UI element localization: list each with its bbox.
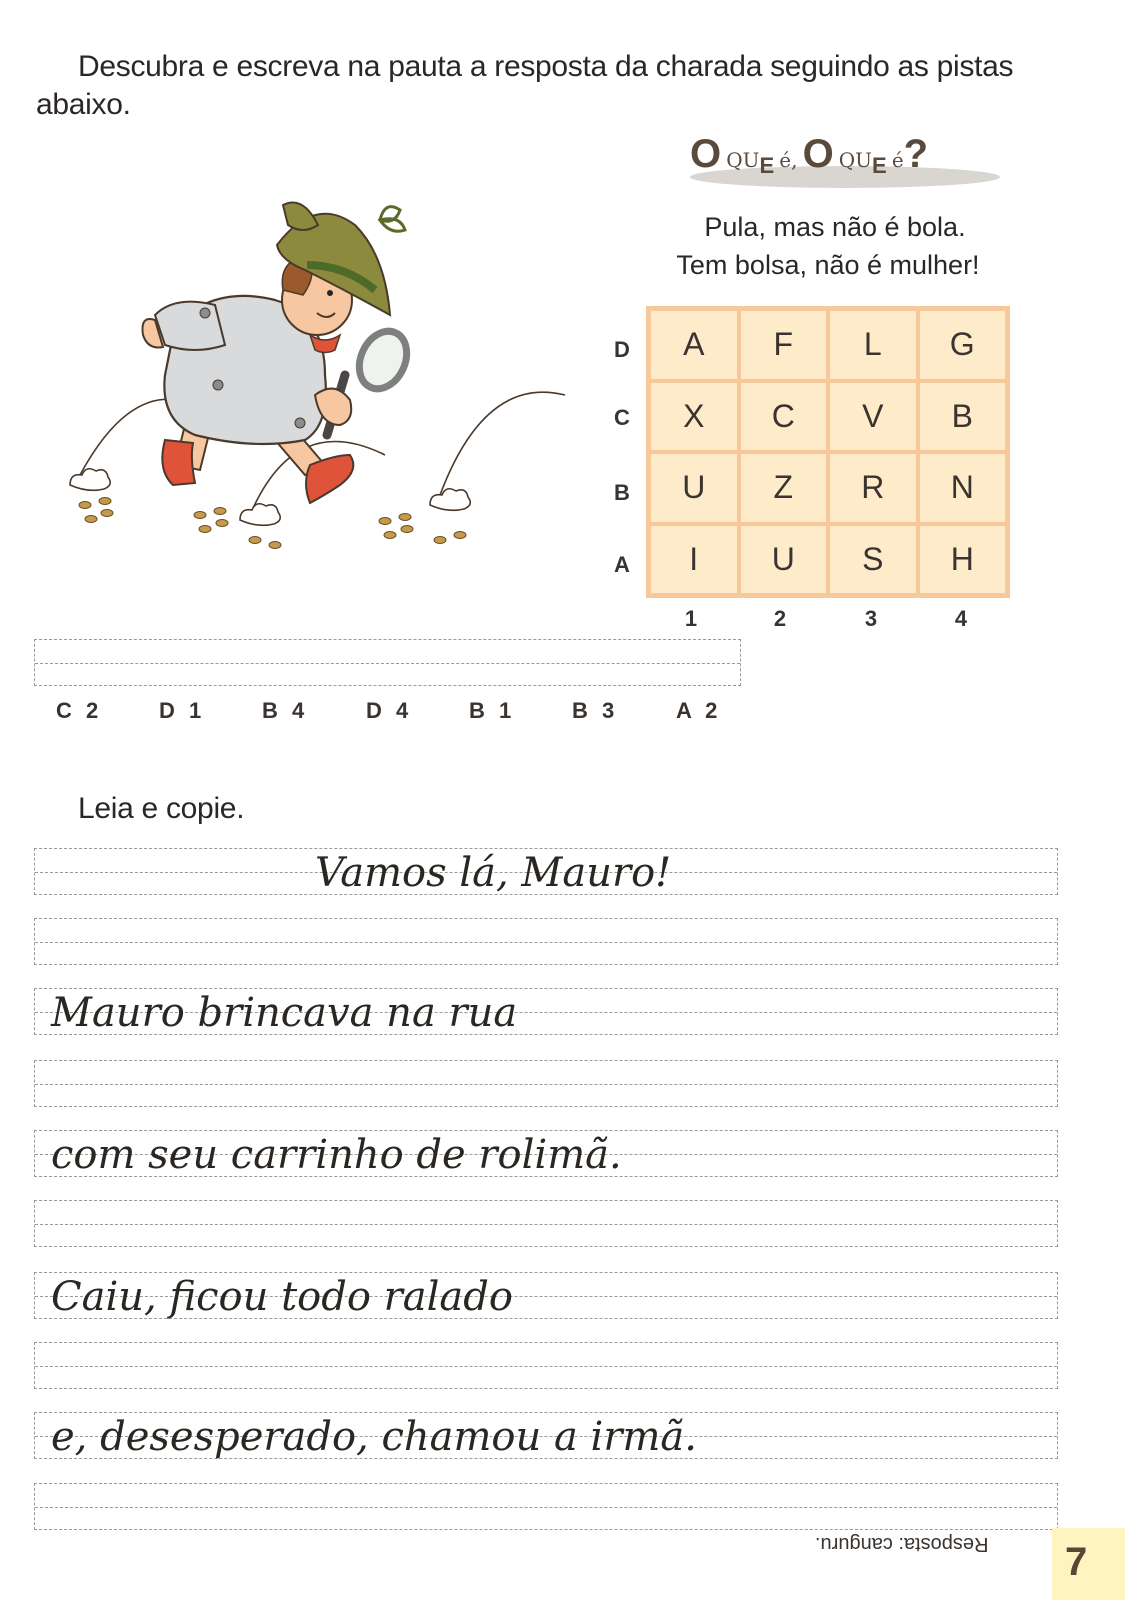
copy-model-row-2: [34, 988, 1058, 1035]
cursive-model-line: Mauro brincava na rua: [51, 990, 518, 1036]
row-label-d: D: [614, 337, 630, 362]
grid-cell-b1: U: [649, 452, 739, 524]
title-qu: QU: [838, 148, 873, 172]
row-label-a: A: [614, 552, 630, 577]
grid-cell-b2: Z: [739, 452, 829, 524]
letter-grid: [646, 306, 1010, 598]
answer-code-1: C 2: [56, 698, 103, 723]
grid-cell-d4: G: [918, 309, 1008, 381]
grid-cell-a4: H: [918, 524, 1008, 596]
title-qu: QU: [726, 148, 760, 172]
copy-writing-row-5[interactable]: [34, 1483, 1058, 1530]
copy-model-row-3: [34, 1130, 1058, 1177]
title-o: O: [690, 132, 722, 176]
grid-cell-d2: F: [739, 309, 829, 381]
col-label-2: 2: [773, 606, 787, 631]
col-label-3: 3: [864, 606, 878, 631]
cursive-model-line: Vamos lá, Mauro!: [315, 850, 672, 896]
answer-code-3: B 4: [262, 698, 309, 723]
title-e-acute: é,: [779, 148, 798, 172]
answer-code-2: D 1: [159, 698, 206, 723]
exercise-instruction: Descubra e escreva na pauta a resposta da charada seguindo as pistas abaixo.: [36, 50, 1014, 121]
title-question-mark: ?: [903, 132, 929, 176]
grid-cell-c1: X: [649, 381, 739, 453]
row-label-c: C: [614, 405, 630, 430]
answer-writing-line[interactable]: [34, 639, 741, 686]
grid-cell-b3: R: [828, 452, 918, 524]
copy-model-row-4: [34, 1272, 1058, 1319]
answer-code-5: B 1: [469, 698, 516, 723]
row-label-b: B: [614, 480, 630, 505]
riddle-title: [690, 132, 1010, 192]
col-label-4: 4: [954, 606, 968, 631]
copy-writing-row-4[interactable]: [34, 1342, 1058, 1389]
title-o: O: [802, 132, 834, 176]
copy-writing-row-1[interactable]: [34, 918, 1058, 965]
grid-cell-c4: B: [918, 381, 1008, 453]
detective-boy-magnifier-icon: [55, 185, 580, 570]
copy-writing-row-3[interactable]: [34, 1200, 1058, 1247]
answer-code-6: B 3: [572, 698, 619, 723]
copy-model-row-5: [34, 1412, 1058, 1459]
page-number: 7: [1065, 1540, 1088, 1584]
title-e: E: [759, 153, 775, 178]
grid-cell-a1: I: [649, 524, 739, 596]
page-number-tab: [1052, 1528, 1125, 1600]
grid-cell-d1: A: [649, 309, 739, 381]
title-e-acute: é: [891, 148, 904, 172]
riddle-line-2: Tem bolsa, não é mulher!: [676, 250, 980, 280]
grid-cell-b4: N: [918, 452, 1008, 524]
upside-down-answer: Resposta: canguru.: [815, 1533, 989, 1555]
col-label-1: 1: [684, 606, 698, 631]
grid-cell-d3: L: [828, 309, 918, 381]
copy-writing-row-2[interactable]: [34, 1060, 1058, 1107]
copy-model-row-1: [34, 848, 1058, 895]
title-e: E: [872, 153, 887, 178]
grid-cell-c2: C: [739, 381, 829, 453]
copy-instruction: Leia e copie.: [78, 792, 245, 825]
grid-cell-a2: U: [739, 524, 829, 596]
grid-cell-a3: S: [828, 524, 918, 596]
riddle-line-1: Pula, mas não é bola.: [704, 212, 966, 242]
cursive-model-line: e, desesperado, chamou a irmã.: [51, 1414, 697, 1460]
cursive-model-line: Caiu, ficou todo ralado: [51, 1274, 513, 1320]
answer-code-4: D 4: [366, 698, 413, 723]
cursive-model-line: com seu carrinho de rolimã.: [51, 1132, 622, 1178]
answer-code-7: A 2: [676, 698, 722, 723]
grid-cell-c3: V: [828, 381, 918, 453]
